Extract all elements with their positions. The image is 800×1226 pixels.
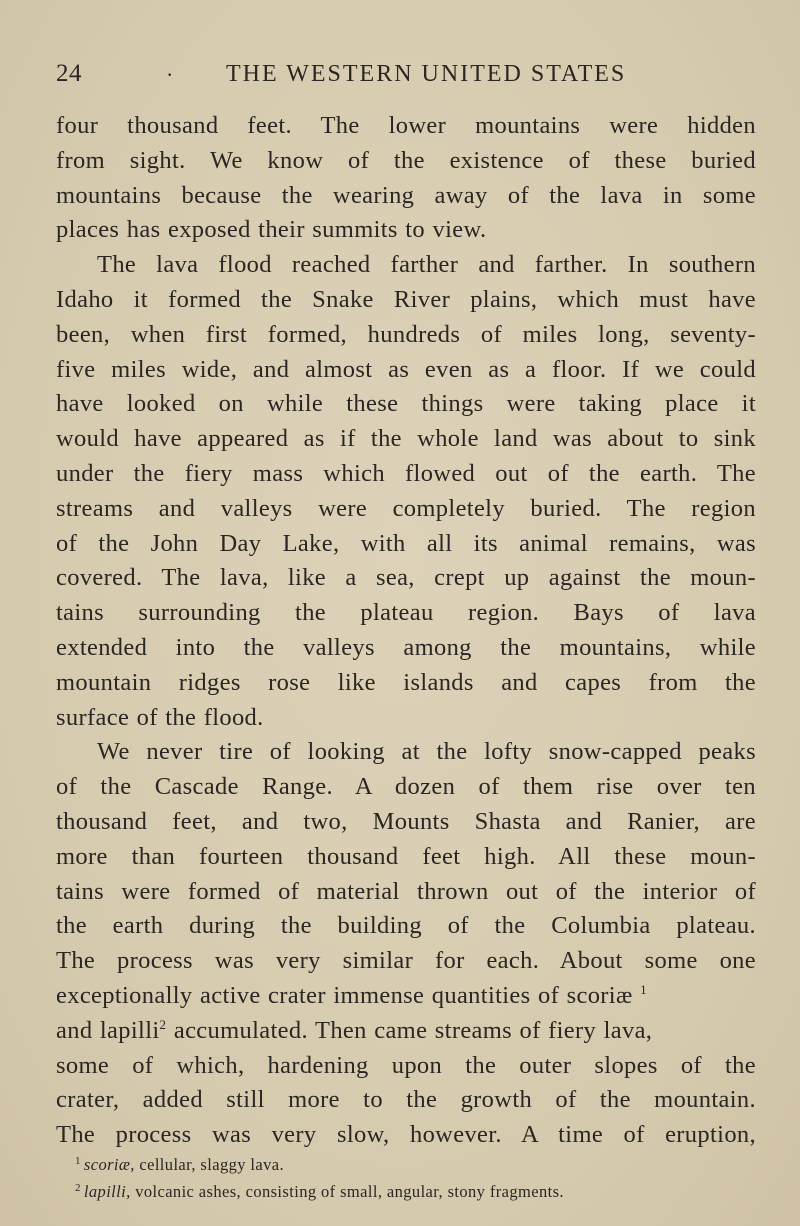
text-line: more than fourteen thousand feet high. All these moun- [56,842,756,870]
text-line: crater, added still more to the growth of the mountain. [56,1086,756,1114]
footnote-text: volcanic ashes, consisting of small, angular, stony fragments. [135,1182,564,1201]
text-line: thousand feet, and two, Mounts Shasta and Ranier, are [56,807,756,835]
text-line-with-footnote [56,979,756,1014]
paragraph-start-line: We never tire of looking at the lofty snow-capped peaks [97,738,756,766]
text-segment: exceptionally active crater immense quantities of scoriæ [56,981,633,1009]
body-text [56,109,756,1153]
text-line: surface of the flood. [56,703,264,731]
footnotes [56,1151,776,1205]
text-line: of the John Day Lake, with all its animal remains, was [56,529,756,557]
text-segment: accumulated. Then came streams of fiery lava, [173,1016,653,1044]
footnote-term: scoriæ, [83,1155,135,1174]
text-segment: and lapilli [56,1016,160,1044]
header-separator: · [166,62,174,87]
text-line: been, when first formed, hundreds of miles long, seventy- [56,320,756,348]
footnote-mark: 1 [75,1155,81,1167]
text-line: extended into the valleys among the mountains, while [56,633,756,661]
footnote-1 [56,1151,776,1178]
page-number: 24 [56,60,82,87]
text-line: covered. The lava, like a sea, crept up against the moun- [56,564,756,592]
footnote-reference-2: 2 [159,1016,167,1032]
footnote-reference-1: 1 [640,981,647,997]
text-line: tains were formed of material thrown out of the interior of [56,877,756,905]
footnote-2 [56,1178,776,1205]
running-title: THE WESTERN UNITED STATES [226,61,627,87]
text-line: have looked on while these things were taking place it [56,390,756,418]
text-line-with-footnote [56,1014,756,1049]
paragraph-start-line: The lava flood reached farther and farther. In southern [97,251,756,279]
footnote-text: cellular, slaggy lava. [139,1155,285,1174]
text-line: mountain ridges rose like islands and capes from the [56,668,756,696]
text-line: places has exposed their summits to view. [56,216,487,244]
text-line: tains surrounding the plateau region. Bays of lava [56,599,756,627]
text-line: from sight. We know of the existence of these buried [56,146,756,174]
text-line: under the fiery mass which flowed out of the earth. The [56,459,756,487]
text-line: would have appeared as if the whole land was about to sink [56,425,756,453]
text-line: some of which, hardening upon the outer slopes of the [56,1051,756,1079]
page-header [56,60,756,94]
text-line: five miles wide, and almost as even as a floor. If we could [56,355,756,383]
text-line: The process was very similar for each. About some one [56,947,756,975]
text-line: four thousand feet. The lower mountains were hidden [56,112,756,139]
footnote-mark: 2 [75,1182,81,1194]
footnote-term: lapilli, [83,1182,131,1201]
text-line: of the Cascade Range. A dozen of them rise over ten [56,773,756,801]
text-line: the earth during the building of the Columbia plateau. [56,912,756,940]
text-line: mountains because the wearing away of the lava in some [56,181,756,209]
text-line: The process was very slow, however. A time of eruption, [56,1121,756,1149]
text-line: Idaho it formed the Snake River plains, which must have [56,285,756,313]
text-line: streams and valleys were completely buried. The region [56,494,756,522]
